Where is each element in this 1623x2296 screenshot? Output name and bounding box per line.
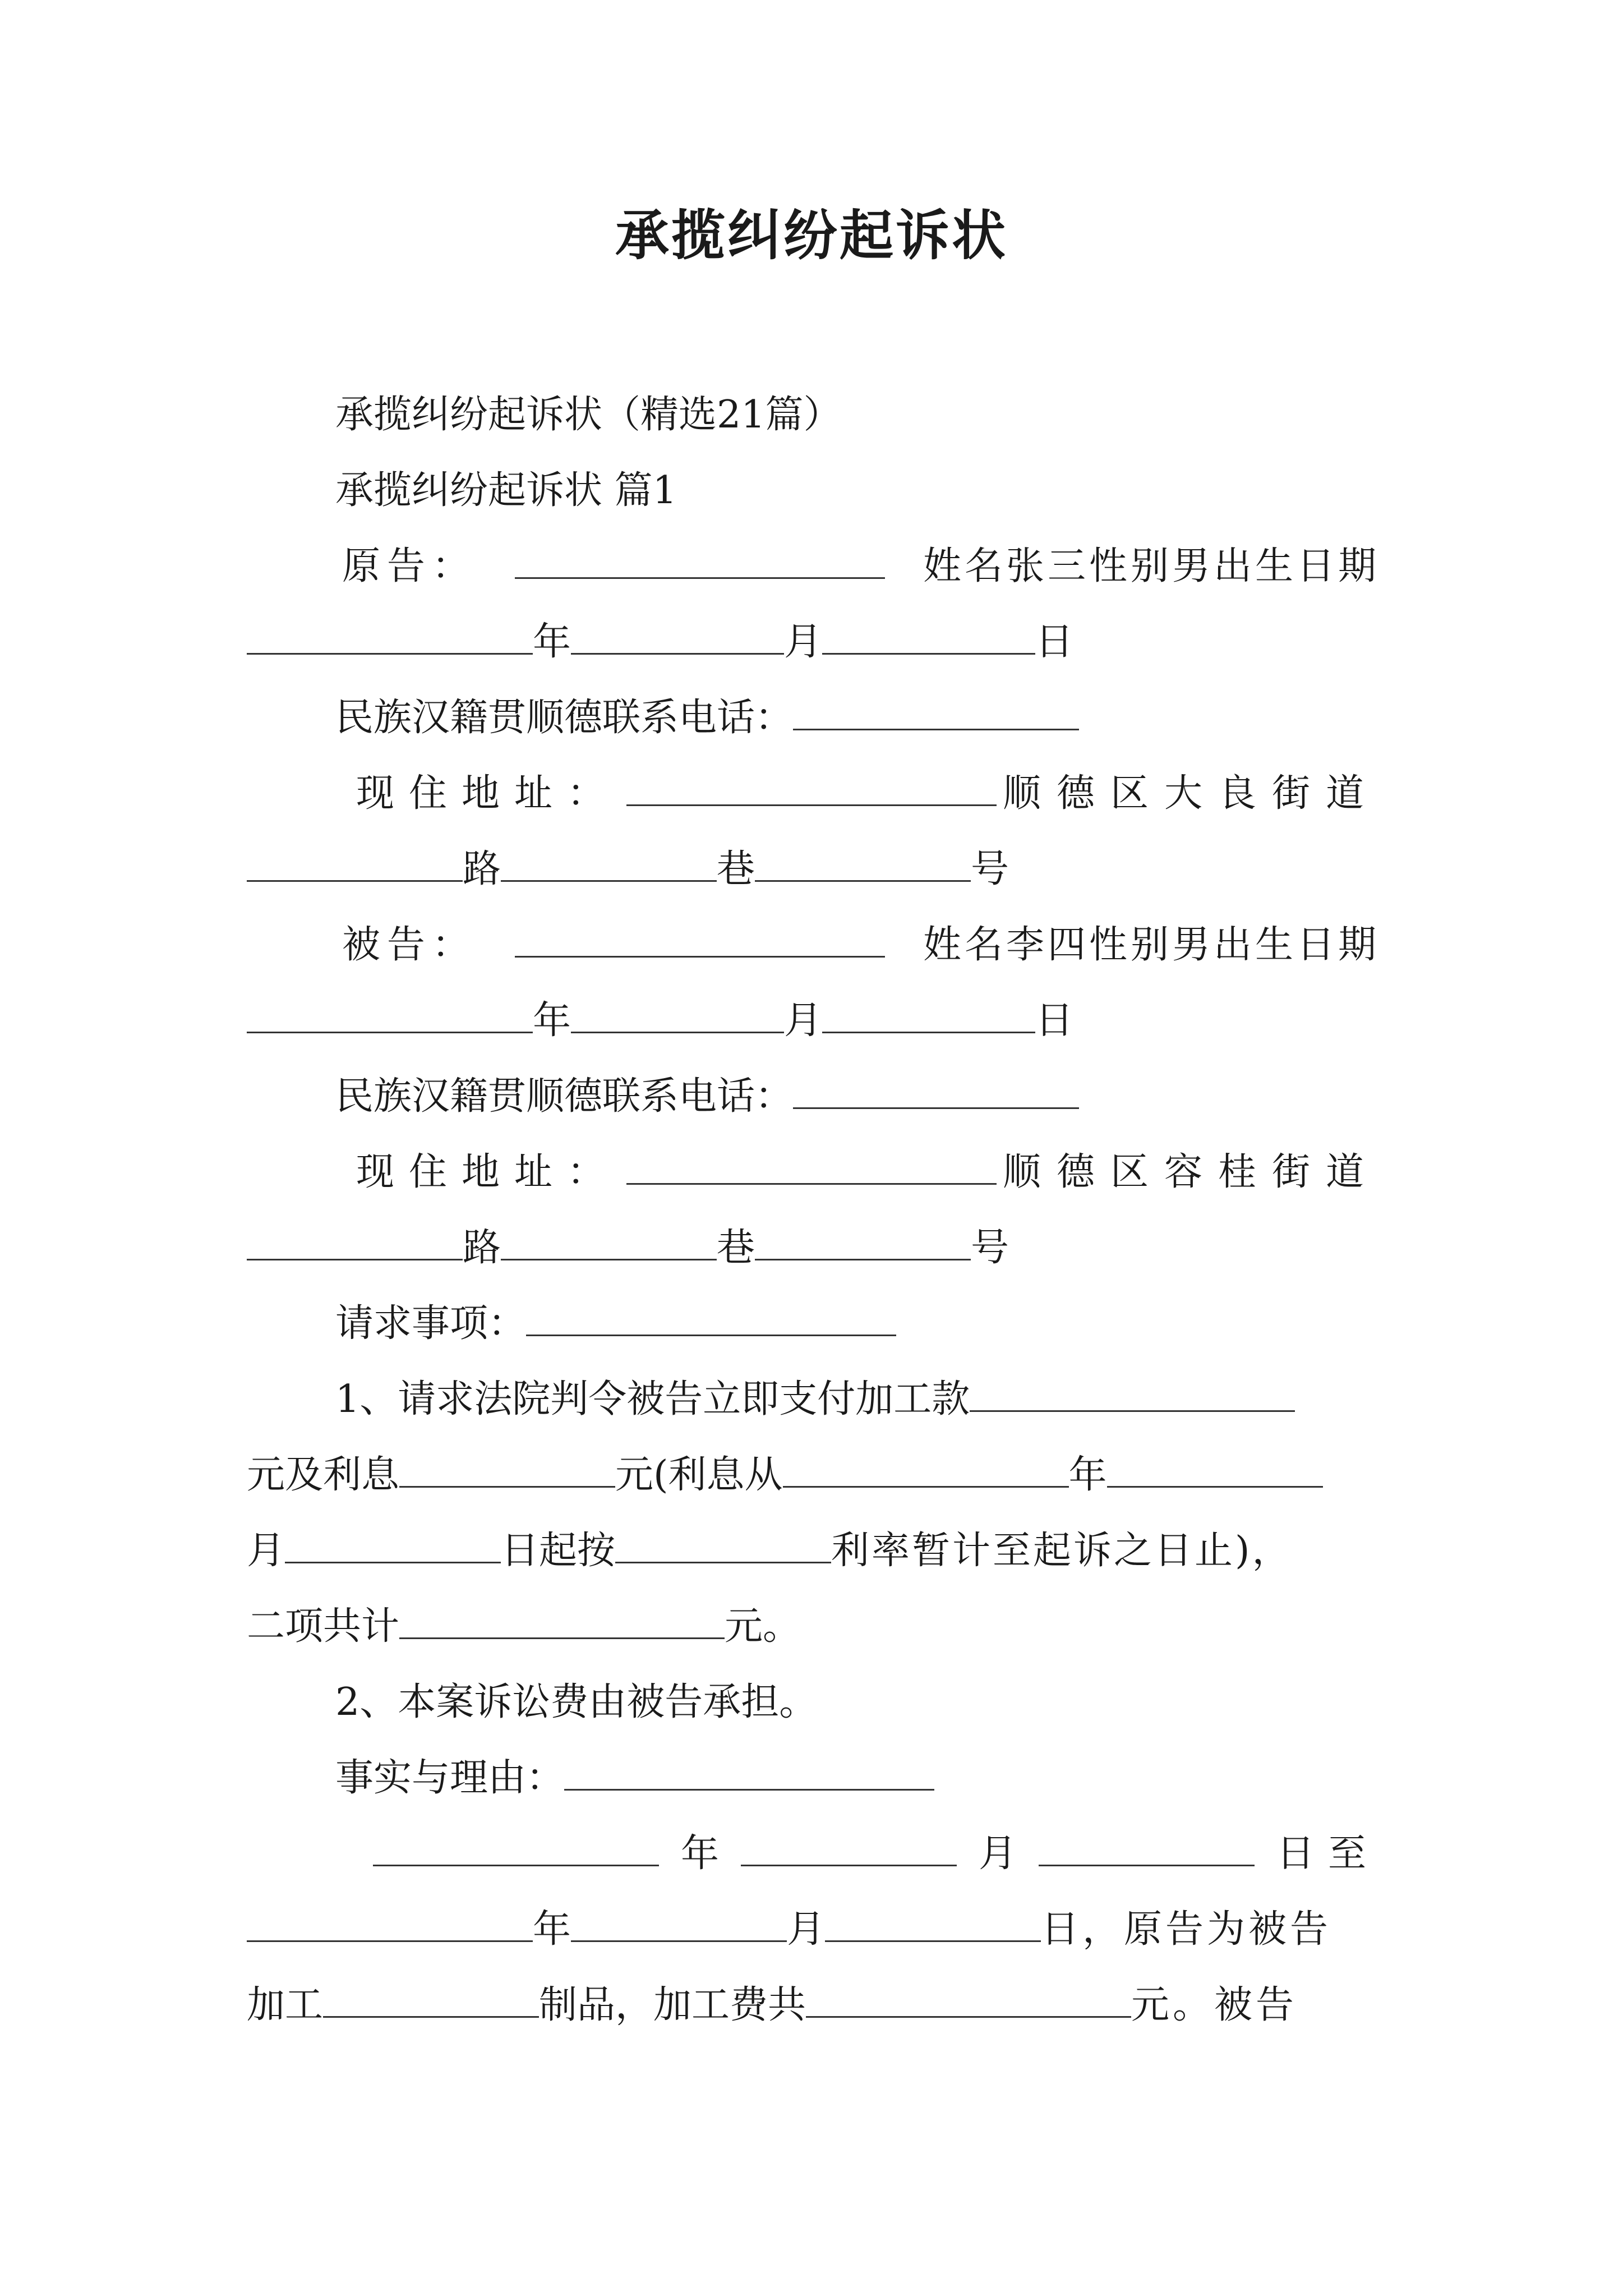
claim-1-month-blank-a[interactable]	[1107, 1451, 1323, 1488]
claim-1-year-blank[interactable]	[783, 1451, 1069, 1488]
defendant-day-label: 日	[1035, 999, 1074, 1043]
facts-year-blank[interactable]	[373, 1830, 659, 1866]
claim-1-amount-blank[interactable]	[970, 1375, 1295, 1412]
defendant-address-label: 现住地址：	[356, 1150, 620, 1194]
facts-label: 事实与理由：	[335, 1756, 565, 1800]
plaintiff-label: 原告：	[342, 544, 477, 588]
facts-day-to: 日至	[1276, 1832, 1380, 1876]
plaintiff-road: 路	[463, 847, 501, 891]
subtitle: 承揽纠纷起诉状（精选21篇）	[335, 393, 842, 437]
defendant-lane: 巷	[717, 1226, 755, 1270]
facts-process: 加工	[247, 1983, 324, 2027]
plaintiff-phone-blank[interactable]	[793, 694, 1079, 730]
plaintiff-ethnic: 民族汉籍贯顺德联系电话：	[335, 696, 794, 740]
plaintiff-month-blank[interactable]	[571, 618, 784, 655]
defendant-lane-blank[interactable]	[501, 1224, 717, 1260]
defendant-year-label: 年	[533, 999, 571, 1043]
defendant-address-blank[interactable]	[626, 1148, 997, 1185]
defendant-ethnic: 民族汉籍贯顺德联系电话：	[335, 1074, 794, 1119]
defendant-day-blank[interactable]	[822, 997, 1035, 1033]
plaintiff-day-blank[interactable]	[822, 618, 1035, 655]
facts-line	[335, 1750, 934, 1806]
defendant-number-blank[interactable]	[755, 1224, 971, 1260]
claim-1-start: 1、请求法院判令被告立即支付加工款	[335, 1377, 970, 1421]
plaintiff-year-label: 年	[533, 620, 571, 664]
claim-1-interest-blank[interactable]	[399, 1451, 615, 1488]
defendant-address-line	[356, 1144, 1380, 1200]
facts-month2-blank[interactable]	[571, 1906, 787, 1942]
plaintiff-month-label: 月	[784, 620, 823, 664]
facts-year2: 年	[533, 1907, 571, 1952]
defendant-month-label: 月	[784, 999, 823, 1043]
claim-1-line-4	[247, 1599, 801, 1655]
plaintiff-blank-1[interactable]	[515, 542, 885, 579]
defendant-year-blank[interactable]	[247, 997, 533, 1033]
facts-day2: 日，原告为被告	[1041, 1907, 1332, 1952]
defendant-road: 路	[463, 1226, 501, 1270]
plaintiff-road-line	[247, 841, 1009, 898]
defendant-info: 姓名李四性别男出生日期	[923, 923, 1380, 967]
plaintiff-year-blank[interactable]	[247, 618, 533, 655]
claim-1-rate-blank[interactable]	[615, 1527, 831, 1563]
claim-1-total: 二项共计	[247, 1604, 400, 1649]
facts-product-blank[interactable]	[323, 1981, 539, 2018]
claim-1-from: 元(利息从	[615, 1453, 783, 1497]
defendant-blank-1[interactable]	[515, 921, 885, 958]
defendant-ethnic-line	[335, 1069, 1079, 1125]
plaintiff-number: 号	[971, 847, 1009, 891]
facts-day2-blank[interactable]	[825, 1906, 1041, 1942]
claim-1-yuan: 元。	[725, 1604, 801, 1649]
section-heading: 承揽纠纷起诉状 篇1	[335, 468, 677, 513]
plaintiff-road-blank[interactable]	[247, 845, 463, 882]
facts-day-blank[interactable]	[1039, 1830, 1255, 1866]
claim-1-interest: 元及利息	[247, 1453, 400, 1497]
claim-1-line-1	[335, 1372, 1295, 1428]
facts-dates-line-1	[373, 1826, 1380, 1882]
defendant-month-blank[interactable]	[571, 997, 784, 1033]
facts-fee-blank[interactable]	[806, 1981, 1131, 2018]
defendant-birth-date	[247, 993, 1073, 1049]
facts-dates-line-2	[247, 1902, 1331, 1958]
claim-2: 2、本案诉讼费由被告承担。	[335, 1680, 818, 1724]
facts-month2: 月	[787, 1907, 826, 1952]
plaintiff-address-line	[356, 766, 1380, 822]
claim-1-month: 月	[247, 1529, 285, 1573]
defendant-road-blank[interactable]	[247, 1224, 463, 1260]
document-title: 承揽纠纷起诉状	[615, 204, 1008, 267]
defendant-label: 被告：	[342, 923, 477, 967]
claim-1-day-from: 日起按	[501, 1529, 616, 1573]
plaintiff-lane-blank[interactable]	[501, 845, 717, 882]
plaintiff-address-area: 顺德区大良街道	[1002, 771, 1380, 816]
plaintiff-address-blank[interactable]	[626, 770, 997, 806]
facts-product: 制品，加工费共	[539, 1983, 806, 2027]
plaintiff-lane: 巷	[717, 847, 755, 891]
plaintiff-number-blank[interactable]	[755, 845, 971, 882]
defendant-address-area: 顺德区容桂街道	[1002, 1150, 1380, 1194]
defendant-phone-blank[interactable]	[793, 1073, 1079, 1109]
claims-line	[335, 1296, 896, 1352]
facts-process-line	[247, 1977, 1297, 2033]
claims-label: 请求事项：	[335, 1301, 527, 1346]
facts-blank[interactable]	[564, 1754, 934, 1791]
claims-blank[interactable]	[526, 1300, 896, 1336]
facts-month: 月	[978, 1832, 1017, 1876]
plaintiff-info: 姓名张三性别男出生日期	[923, 544, 1380, 588]
facts-yuan-defendant: 元。被告	[1131, 1983, 1298, 2027]
claim-1-total-blank[interactable]	[399, 1603, 725, 1639]
claim-1-line-3	[247, 1523, 1293, 1579]
claim-1-rate: 利率暂计至起诉之日止)，	[831, 1529, 1293, 1573]
claim-1-line-2	[247, 1447, 1323, 1503]
plaintiff-line-1	[342, 539, 1380, 595]
plaintiff-ethnic-line	[335, 690, 1079, 746]
facts-year: 年	[680, 1832, 719, 1876]
claim-1-year: 年	[1068, 1453, 1107, 1497]
defendant-road-line	[247, 1220, 1009, 1276]
defendant-number: 号	[971, 1226, 1009, 1270]
facts-month-blank[interactable]	[741, 1830, 957, 1866]
claim-1-day-blank[interactable]	[285, 1527, 501, 1563]
plaintiff-birth-date	[247, 614, 1073, 670]
defendant-line-1	[342, 917, 1380, 973]
facts-year2-blank[interactable]	[247, 1906, 533, 1942]
plaintiff-day-label: 日	[1035, 620, 1074, 664]
plaintiff-address-label: 现住地址：	[356, 771, 620, 816]
